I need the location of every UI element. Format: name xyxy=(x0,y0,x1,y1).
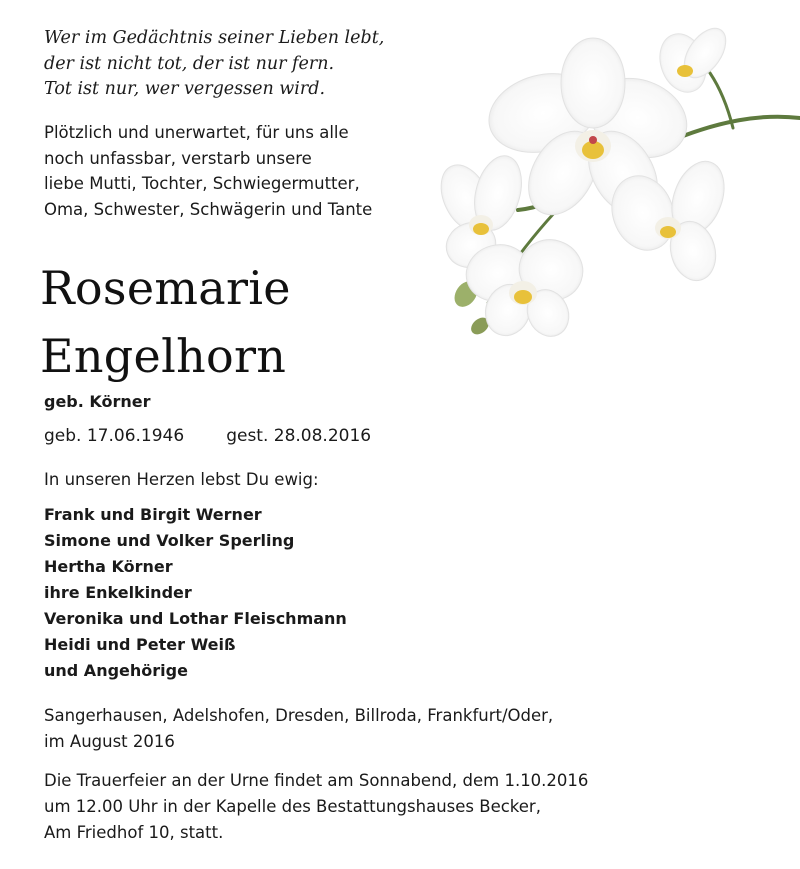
mourner-name: Veronika und Lothar Fleischmann xyxy=(44,609,347,628)
mourner-name: Hertha Körner xyxy=(44,557,173,576)
first-name: Rosemarie xyxy=(40,261,291,315)
announcement-line: Plötzlich und unerwartet, für uns alle xyxy=(44,123,349,142)
announcement-line: Oma, Schwester, Schwägerin und Tante xyxy=(44,199,373,219)
service-line: Die Trauerfeier an der Urne findet am Sonnabend, dem 1.10.2016 xyxy=(44,771,589,790)
poem-line: Tot ist nur, wer vergessen wird. xyxy=(44,79,326,99)
mourner-name: Simone und Volker Sperling xyxy=(44,531,295,550)
poem-line: Wer im Gedächtnis seiner Lieben lebt, xyxy=(44,28,385,48)
places-line: im August 2016 xyxy=(44,732,175,751)
service-line: um 12.00 Uhr in der Kapelle des Bestattungshauses Becker, xyxy=(44,797,541,816)
mourners-intro: In unseren Herzen lebst Du ewig: xyxy=(44,470,319,489)
mourners-list xyxy=(44,502,347,684)
birth-date: geb. 17.06.1946 xyxy=(44,426,185,446)
mourner-name: und Angehörige xyxy=(44,661,188,680)
life-dates xyxy=(44,426,371,446)
memorial-poem xyxy=(44,26,384,103)
mourner-name: Heidi und Peter Weiß xyxy=(44,635,236,654)
deceased-name xyxy=(40,254,291,390)
mourner-name: ihre Enkelkinder xyxy=(44,583,192,602)
announcement-line: noch unfassbar, verstarb unsere xyxy=(44,148,312,168)
places-line: Sangerhausen, Adelshofen, Dresden, Billroda, Frankfurt/Oder, xyxy=(44,706,554,725)
poem-line: der ist nicht tot, der ist nur fern. xyxy=(44,53,335,74)
mourner-name: Frank und Birgit Werner xyxy=(44,505,262,524)
announcement-line: liebe Mutti, Tochter, Schwiegermutter, xyxy=(44,174,360,193)
places-and-date xyxy=(44,703,553,755)
death-date: gest. 28.08.2016 xyxy=(226,426,372,446)
maiden-name: geb. Körner xyxy=(44,392,151,411)
service-line: Am Friedhof 10, statt. xyxy=(44,823,224,842)
orchid-flower-image xyxy=(428,18,800,348)
funeral-service-info xyxy=(44,768,588,846)
death-announcement xyxy=(44,120,372,222)
last-name: Engelhorn xyxy=(40,329,287,383)
